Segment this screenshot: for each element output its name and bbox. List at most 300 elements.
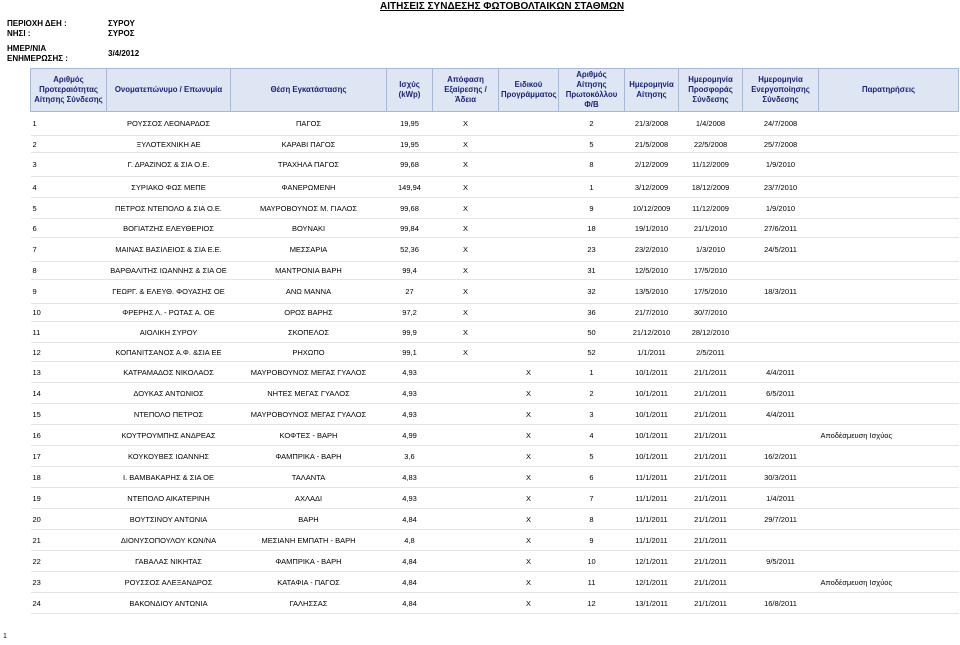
col-header-special: Ειδικού Προγράμματος [499, 69, 559, 112]
exemption-cell [433, 362, 499, 383]
name-cell: ΞΥΛΟΤΕΧΝΙΚΗ ΑΕ [107, 136, 231, 153]
table-row [31, 322, 959, 343]
remarks-cell [819, 262, 959, 280]
table-row [31, 593, 959, 614]
table-body [31, 112, 959, 614]
update-date-label: ΗΜΕΡ/ΝΙΑ ΕΝΗΜΕΡΩΣΗΣ : [7, 44, 68, 63]
activation-date-cell: 24/5/2011 [743, 238, 819, 262]
table-row [31, 136, 959, 153]
protocol-cell: 5 [559, 446, 625, 467]
position-cell: ΦΑΜΠΡΙΚΑ - ΒΑΡΗ [231, 446, 387, 467]
area-label: ΠΕΡΙΟΧΗ ΔΕΗ : [7, 19, 67, 28]
position-cell: ΚΑΡΑΒΙ ΠΑΓΟΣ [231, 136, 387, 153]
name-cell: ΚΟΠΑΝΙΤΣΑΝΟΣ Α.Φ. &ΣΙΑ ΕΕ [107, 343, 231, 362]
offer-date-cell: 21/1/2011 [679, 467, 743, 488]
exemption-cell: X [433, 304, 499, 322]
col-header-position: Θέση Εγκατάστασης [231, 69, 387, 112]
activation-date-cell: 25/7/2008 [743, 136, 819, 153]
offer-date-cell: 30/7/2010 [679, 304, 743, 322]
app-date-cell: 21/3/2008 [625, 112, 679, 136]
priority-cell: 3 [31, 153, 107, 177]
offer-date-cell: 21/1/2010 [679, 219, 743, 238]
exemption-cell: X [433, 153, 499, 177]
priority-cell: 1 [31, 112, 107, 136]
offer-date-cell: 21/1/2011 [679, 509, 743, 530]
offer-date-cell: 17/5/2010 [679, 262, 743, 280]
app-date-cell: 3/12/2009 [625, 177, 679, 198]
priority-cell: 23 [31, 572, 107, 593]
exemption-cell: X [433, 238, 499, 262]
activation-date-cell: 18/3/2011 [743, 280, 819, 304]
priority-cell: 17 [31, 446, 107, 467]
sheet-note: 1 [3, 633, 7, 640]
protocol-cell: 2 [559, 112, 625, 136]
table-row [31, 551, 959, 572]
special-cell: X [499, 383, 559, 404]
special-cell: X [499, 425, 559, 446]
table-row [31, 238, 959, 262]
power-cell: 19,95 [387, 112, 433, 136]
header-row [31, 69, 959, 112]
offer-date-cell: 11/12/2009 [679, 153, 743, 177]
priority-cell: 19 [31, 488, 107, 509]
protocol-cell: 4 [559, 425, 625, 446]
app-date-cell: 10/1/2011 [625, 383, 679, 404]
table-row [31, 262, 959, 280]
exemption-cell: X [433, 112, 499, 136]
activation-date-cell [743, 322, 819, 343]
protocol-cell: 36 [559, 304, 625, 322]
island-label: ΝΗΣΙ : [7, 29, 31, 38]
priority-cell: 18 [31, 467, 107, 488]
activation-date-cell [743, 425, 819, 446]
app-date-cell: 10/1/2011 [625, 404, 679, 425]
power-cell: 4,84 [387, 572, 433, 593]
exemption-cell [433, 383, 499, 404]
table-row [31, 343, 959, 362]
col-header-power: Ισχύς (kWp) [387, 69, 433, 112]
name-cell: ΓΑΒΑΛΑΣ ΝΙΚΗΤΑΣ [107, 551, 231, 572]
name-cell: ΚΟΥΤΡΟΥΜΠΗΣ ΑΝΔΡΕΑΣ [107, 425, 231, 446]
table-row [31, 488, 959, 509]
name-cell: ΔΟΥΚΑΣ ΑΝΤΩΝΙΟΣ [107, 383, 231, 404]
name-cell: ΝΤΕΠΟΛΟ ΠΕΤΡΟΣ [107, 404, 231, 425]
col-header-remarks: Παρατηρήσεις [819, 69, 959, 112]
activation-date-cell: 1/9/2010 [743, 198, 819, 219]
protocol-cell: 7 [559, 488, 625, 509]
special-cell: X [499, 362, 559, 383]
priority-cell: 21 [31, 530, 107, 551]
priority-cell: 10 [31, 304, 107, 322]
activation-date-cell: 23/7/2010 [743, 177, 819, 198]
app-date-cell: 11/1/2011 [625, 509, 679, 530]
name-cell: ΚΟΥΚΟΥΒΕΣ ΙΩΑΝΝΗΣ [107, 446, 231, 467]
remarks-cell [819, 530, 959, 551]
area-value: ΣΥΡΟΥ [108, 19, 135, 28]
remarks-cell [819, 304, 959, 322]
position-cell: ΑΝΩ ΜΑΝΝΑ [231, 280, 387, 304]
table-row [31, 530, 959, 551]
remarks-cell: Αποδέσμευση Ισχύος [819, 572, 959, 593]
offer-date-cell: 21/1/2011 [679, 383, 743, 404]
special-cell [499, 153, 559, 177]
activation-date-cell: 4/4/2011 [743, 404, 819, 425]
remarks-cell [819, 198, 959, 219]
exemption-cell [433, 404, 499, 425]
activation-date-cell [743, 572, 819, 593]
name-cell: ΚΑΤΡΑΜΑΔΟΣ ΝΙΚΟΛΑΟΣ [107, 362, 231, 383]
remarks-cell [819, 383, 959, 404]
position-cell: ΤΑΛΑΝΤΑ [231, 467, 387, 488]
exemption-cell [433, 551, 499, 572]
col-header-name: Ονοματεπώνυμο / Επωνυμία [107, 69, 231, 112]
priority-cell: 13 [31, 362, 107, 383]
special-cell: X [499, 467, 559, 488]
protocol-cell: 6 [559, 467, 625, 488]
position-cell: ΝΗΤΕΣ ΜΕΓΑΣ ΓΥΑΛΟΣ [231, 383, 387, 404]
remarks-cell [819, 362, 959, 383]
app-date-cell: 13/1/2011 [625, 593, 679, 614]
app-date-cell: 11/1/2011 [625, 530, 679, 551]
special-cell: X [499, 593, 559, 614]
activation-date-cell: 27/6/2011 [743, 219, 819, 238]
name-cell: Ι. ΒΑΜΒΑΚΑΡΗΣ & ΣΙΑ ΟΕ [107, 467, 231, 488]
page-title: ΑΙΤΗΣΕΙΣ ΣΥΝΔΕΣΗΣ ΦΩΤΟΒΟΛΤΑΙΚΩΝ ΣΤΑΘΜΩΝ [380, 1, 625, 12]
priority-cell: 7 [31, 238, 107, 262]
name-cell: ΔΙΟΝΥΣΟΠΟΥΛΟΥ ΚΩΝ/ΝΑ [107, 530, 231, 551]
exemption-cell [433, 530, 499, 551]
protocol-cell: 1 [559, 362, 625, 383]
power-cell: 27 [387, 280, 433, 304]
app-date-cell: 10/1/2011 [625, 425, 679, 446]
power-cell: 3,6 [387, 446, 433, 467]
activation-date-cell: 30/3/2011 [743, 467, 819, 488]
special-cell: X [499, 551, 559, 572]
power-cell: 4,93 [387, 404, 433, 425]
app-date-cell: 10/1/2011 [625, 446, 679, 467]
special-cell [499, 238, 559, 262]
power-cell: 4,93 [387, 362, 433, 383]
name-cell: ΠΕΤΡΟΣ ΝΤΕΠΟΛΟ & ΣΙΑ Ο.Ε. [107, 198, 231, 219]
name-cell: ΦΡΕΡΗΣ Λ. - ΡΩΤΑΣ Α. ΟΕ [107, 304, 231, 322]
name-cell: ΜΑΙΝΑΣ ΒΑΣΙΛΕΙΟΣ & ΣΙΑ Ε.Ε. [107, 238, 231, 262]
activation-date-cell: 1/9/2010 [743, 153, 819, 177]
remarks-cell: Αποδέσμευση Ισχύος [819, 425, 959, 446]
special-cell: X [499, 446, 559, 467]
name-cell: ΒΑΚΟΝΔΙΟΥ ΑΝΤΩΝΙΑ [107, 593, 231, 614]
position-cell: ΜΑΥΡΟΒΟΥΝΟΣ Μ. ΓΙΑΛΟΣ [231, 198, 387, 219]
app-date-cell: 21/12/2010 [625, 322, 679, 343]
priority-cell: 8 [31, 262, 107, 280]
exemption-cell [433, 425, 499, 446]
power-cell: 4,83 [387, 467, 433, 488]
remarks-cell [819, 322, 959, 343]
app-date-cell: 2/12/2009 [625, 153, 679, 177]
remarks-cell [819, 153, 959, 177]
offer-date-cell: 1/4/2008 [679, 112, 743, 136]
priority-cell: 24 [31, 593, 107, 614]
remarks-cell [819, 509, 959, 530]
position-cell: ΑΧΛΑΔΙ [231, 488, 387, 509]
special-cell [499, 198, 559, 219]
protocol-cell: 31 [559, 262, 625, 280]
protocol-cell: 9 [559, 530, 625, 551]
app-date-cell: 11/1/2011 [625, 488, 679, 509]
position-cell: ΒΟΥΝΑΚΙ [231, 219, 387, 238]
offer-date-cell: 18/12/2009 [679, 177, 743, 198]
power-cell: 19,95 [387, 136, 433, 153]
protocol-cell: 1 [559, 177, 625, 198]
app-date-cell: 10/1/2011 [625, 362, 679, 383]
activation-date-cell: 6/5/2011 [743, 383, 819, 404]
app-date-cell: 10/12/2009 [625, 198, 679, 219]
offer-date-cell: 1/3/2010 [679, 238, 743, 262]
special-cell: X [499, 572, 559, 593]
special-cell: X [499, 509, 559, 530]
remarks-cell [819, 112, 959, 136]
table-row [31, 383, 959, 404]
col-header-exemption: Απόφαση Εξαίρεσης / Άδεια [433, 69, 499, 112]
offer-date-cell: 21/1/2011 [679, 572, 743, 593]
protocol-cell: 3 [559, 404, 625, 425]
exemption-cell: X [433, 262, 499, 280]
exemption-cell: X [433, 280, 499, 304]
offer-date-cell: 17/5/2010 [679, 280, 743, 304]
position-cell: ΒΑΡΗ [231, 509, 387, 530]
table-row [31, 219, 959, 238]
activation-date-cell: 29/7/2011 [743, 509, 819, 530]
remarks-cell [819, 280, 959, 304]
protocol-cell: 50 [559, 322, 625, 343]
power-cell: 99,68 [387, 198, 433, 219]
exemption-cell [433, 572, 499, 593]
table-row [31, 198, 959, 219]
position-cell: ΡΗΧΩΠΟ [231, 343, 387, 362]
power-cell: 4,84 [387, 551, 433, 572]
power-cell: 99,9 [387, 322, 433, 343]
table-row [31, 153, 959, 177]
activation-date-cell: 16/2/2011 [743, 446, 819, 467]
remarks-cell [819, 551, 959, 572]
offer-date-cell: 2/5/2011 [679, 343, 743, 362]
applications-table [30, 68, 959, 614]
activation-date-cell: 24/7/2008 [743, 112, 819, 136]
app-date-cell: 12/1/2011 [625, 572, 679, 593]
priority-cell: 2 [31, 136, 107, 153]
exemption-cell: X [433, 219, 499, 238]
power-cell: 4,8 [387, 530, 433, 551]
position-cell: ΦΑΝΕΡΩΜΕΝΗ [231, 177, 387, 198]
protocol-cell: 12 [559, 593, 625, 614]
special-cell [499, 219, 559, 238]
power-cell: 4,84 [387, 593, 433, 614]
special-cell [499, 322, 559, 343]
priority-cell: 20 [31, 509, 107, 530]
offer-date-cell: 21/1/2011 [679, 446, 743, 467]
exemption-cell: X [433, 177, 499, 198]
app-date-cell: 23/2/2010 [625, 238, 679, 262]
priority-cell: 16 [31, 425, 107, 446]
position-cell: ΤΡΑΧΗΛΑ ΠΑΓΟΣ [231, 153, 387, 177]
activation-date-cell [743, 262, 819, 280]
name-cell: Γ. ΔΡΑΖΙΝΟΣ & ΣΙΑ Ο.Ε. [107, 153, 231, 177]
power-cell: 99,68 [387, 153, 433, 177]
special-cell: X [499, 530, 559, 551]
remarks-cell [819, 467, 959, 488]
name-cell: ΝΤΕΠΟΛΟ ΑΙΚΑΤΕΡΙΝΗ [107, 488, 231, 509]
name-cell: ΒΟΥΤΣΙΝΟΥ ΑΝΤΩΝΙΑ [107, 509, 231, 530]
position-cell: ΜΕΣΣΑΡΙΑ [231, 238, 387, 262]
name-cell: ΡΟΥΣΣΟΣ ΛΕΟΝΑΡΔΟΣ [107, 112, 231, 136]
remarks-cell [819, 343, 959, 362]
col-header-offer-date: Ημερομηνία Προσφοράς Σύνδεσης [679, 69, 743, 112]
remarks-cell [819, 446, 959, 467]
table-row [31, 304, 959, 322]
special-cell [499, 136, 559, 153]
position-cell: ΜΑΥΡΟΒΟΥΝΟΣ ΜΕΓΑΣ ΓΥΑΛΟΣ [231, 404, 387, 425]
table-row [31, 112, 959, 136]
name-cell: ΓΕΩΡΓ. & ΕΛΕΥΘ. ΦΟΥΑΣΗΣ ΟΕ [107, 280, 231, 304]
power-cell: 4,84 [387, 509, 433, 530]
table-row [31, 572, 959, 593]
exemption-cell: X [433, 343, 499, 362]
name-cell: ΣΥΡΙΑΚΟ ΦΩΣ ΜΕΠΕ [107, 177, 231, 198]
col-header-priority: Αριθμός Προτεραιότητας Αίτησης Σύνδεσης [31, 69, 107, 112]
name-cell: ΑΙΟΛΙΚΗ ΣΥΡΟΥ [107, 322, 231, 343]
protocol-cell: 2 [559, 383, 625, 404]
offer-date-cell: 28/12/2010 [679, 322, 743, 343]
table-row [31, 509, 959, 530]
col-header-protocol: Αριθμός Αίτησης Πρωτοκόλλου Φ/Β [559, 69, 625, 112]
power-cell: 4,93 [387, 488, 433, 509]
table-row [31, 280, 959, 304]
special-cell: X [499, 488, 559, 509]
exemption-cell: X [433, 322, 499, 343]
offer-date-cell: 21/1/2011 [679, 551, 743, 572]
special-cell [499, 280, 559, 304]
power-cell: 99,84 [387, 219, 433, 238]
position-cell: ΚΟΦΤΕΣ - ΒΑΡΗ [231, 425, 387, 446]
power-cell: 52,36 [387, 238, 433, 262]
activation-date-cell [743, 304, 819, 322]
exemption-cell [433, 467, 499, 488]
position-cell: ΣΚΟΠΕΛΟΣ [231, 322, 387, 343]
offer-date-cell: 21/1/2011 [679, 362, 743, 383]
exemption-cell [433, 488, 499, 509]
name-cell: ΒΑΡΘΑΛΙΤΗΣ ΙΩΑΝΝΗΣ & ΣΙΑ ΟΕ [107, 262, 231, 280]
exemption-cell: X [433, 136, 499, 153]
activation-date-cell: 16/8/2011 [743, 593, 819, 614]
offer-date-cell: 11/12/2009 [679, 198, 743, 219]
app-date-cell: 21/7/2010 [625, 304, 679, 322]
offer-date-cell: 21/1/2011 [679, 530, 743, 551]
special-cell [499, 112, 559, 136]
offer-date-cell: 21/1/2011 [679, 425, 743, 446]
exemption-cell [433, 593, 499, 614]
activation-date-cell [743, 343, 819, 362]
table-row [31, 177, 959, 198]
activation-date-cell: 1/4/2011 [743, 488, 819, 509]
app-date-cell: 12/1/2011 [625, 551, 679, 572]
offer-date-cell: 21/1/2011 [679, 593, 743, 614]
priority-cell: 12 [31, 343, 107, 362]
activation-date-cell: 4/4/2011 [743, 362, 819, 383]
app-date-cell: 21/5/2008 [625, 136, 679, 153]
position-cell: ΜΑΥΡΟΒΟΥΝΟΣ ΜΕΓΑΣ ΓΥΑΛΟΣ [231, 362, 387, 383]
position-cell: ΜΑΝΤΡΟΝΙΑ ΒΑΡΗ [231, 262, 387, 280]
protocol-cell: 11 [559, 572, 625, 593]
special-cell [499, 304, 559, 322]
priority-cell: 9 [31, 280, 107, 304]
remarks-cell [819, 404, 959, 425]
col-header-app-date: Ημερομηνία Αίτησης [625, 69, 679, 112]
protocol-cell: 18 [559, 219, 625, 238]
power-cell: 99,1 [387, 343, 433, 362]
table-row [31, 404, 959, 425]
protocol-cell: 5 [559, 136, 625, 153]
remarks-cell [819, 593, 959, 614]
update-date-value: 3/4/2012 [108, 49, 140, 58]
protocol-cell: 10 [559, 551, 625, 572]
special-cell [499, 177, 559, 198]
app-date-cell: 12/5/2010 [625, 262, 679, 280]
name-cell: ΡΟΥΣΣΟΣ ΑΛΕΞΑΝΔΡΟΣ [107, 572, 231, 593]
protocol-cell: 9 [559, 198, 625, 219]
remarks-cell [819, 488, 959, 509]
power-cell: 4,93 [387, 383, 433, 404]
priority-cell: 4 [31, 177, 107, 198]
offer-date-cell: 22/5/2008 [679, 136, 743, 153]
app-date-cell: 13/5/2010 [625, 280, 679, 304]
offer-date-cell: 21/1/2011 [679, 488, 743, 509]
position-cell: ΦΑΜΠΡΙΚΑ - ΒΑΡΗ [231, 551, 387, 572]
offer-date-cell: 21/1/2011 [679, 404, 743, 425]
priority-cell: 11 [31, 322, 107, 343]
priority-cell: 22 [31, 551, 107, 572]
col-header-activation-date: Ημερομηνία Ενεργοποίησης Σύνδεσης [743, 69, 819, 112]
app-date-cell: 1/1/2011 [625, 343, 679, 362]
table-row [31, 467, 959, 488]
priority-cell: 6 [31, 219, 107, 238]
protocol-cell: 8 [559, 509, 625, 530]
table-row [31, 446, 959, 467]
remarks-cell [819, 219, 959, 238]
priority-cell: 15 [31, 404, 107, 425]
protocol-cell: 23 [559, 238, 625, 262]
protocol-cell: 32 [559, 280, 625, 304]
exemption-cell: X [433, 198, 499, 219]
position-cell: ΓΑΛΗΣΣΑΣ [231, 593, 387, 614]
position-cell: ΜΕΣΙΑΝΗ ΕΜΠΑΤΗ - ΒΑΡΗ [231, 530, 387, 551]
priority-cell: 5 [31, 198, 107, 219]
table-row [31, 425, 959, 446]
power-cell: 99,4 [387, 262, 433, 280]
island-value: ΣΥΡΟΣ [108, 29, 135, 38]
power-cell: 97,2 [387, 304, 433, 322]
activation-date-cell [743, 530, 819, 551]
power-cell: 4,99 [387, 425, 433, 446]
name-cell: ΒΟΓΙΑΤΖΗΣ ΕΛΕΥΘΕΡΙΟΣ [107, 219, 231, 238]
remarks-cell [819, 177, 959, 198]
activation-date-cell: 9/5/2011 [743, 551, 819, 572]
protocol-cell: 52 [559, 343, 625, 362]
position-cell: ΠΑΓΟΣ [231, 112, 387, 136]
protocol-cell: 8 [559, 153, 625, 177]
app-date-cell: 19/1/2010 [625, 219, 679, 238]
special-cell [499, 262, 559, 280]
special-cell: X [499, 404, 559, 425]
app-date-cell: 11/1/2011 [625, 467, 679, 488]
